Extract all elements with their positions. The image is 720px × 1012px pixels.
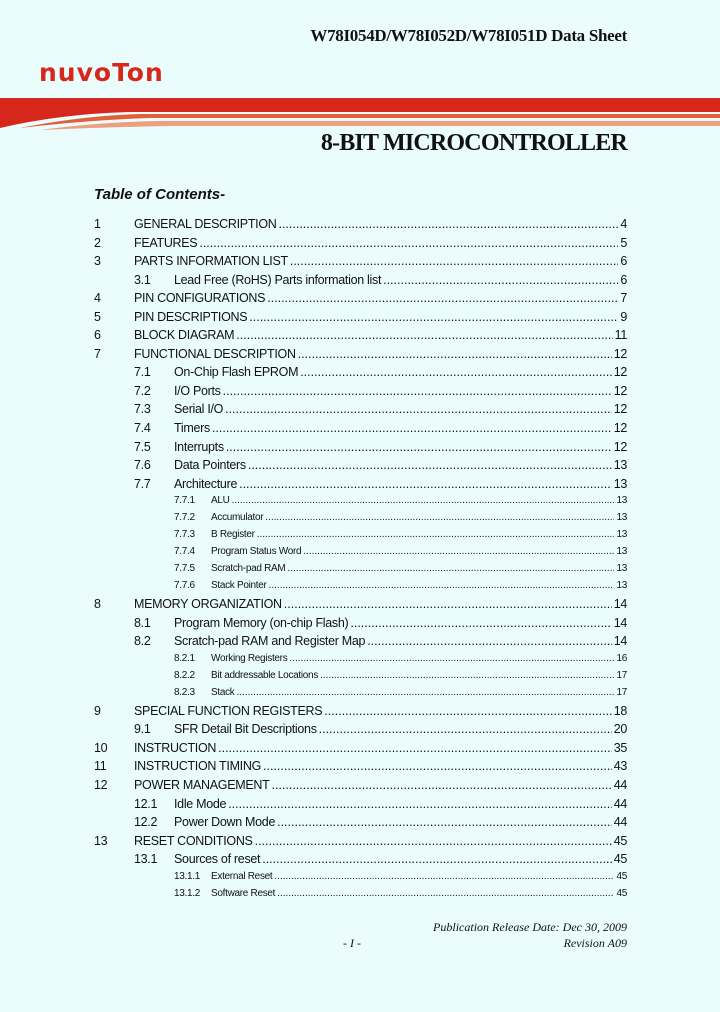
table-of-contents	[94, 217, 627, 905]
toc-entry-number: 10	[94, 740, 108, 755]
toc-entry-number: 7.7.6	[174, 580, 195, 592]
toc-entry-number: 12	[94, 778, 108, 793]
toc-leader-dots	[298, 347, 612, 361]
toc-entry-number: 13	[94, 833, 108, 848]
toc-entry-number: 8.2.3	[174, 686, 195, 698]
toc-entry[interactable]	[94, 291, 627, 310]
toc-entry-number: 7.6	[134, 458, 151, 473]
toc-entry[interactable]	[94, 616, 627, 635]
publication-release-date: Publication Release Date: Dec 30, 2009	[433, 920, 627, 934]
toc-entry-number: 7	[94, 346, 101, 361]
toc-entry-page: 14	[613, 597, 627, 612]
toc-entry-page: 45	[616, 870, 627, 882]
toc-entry-title: MEMORY ORGANIZATION	[134, 597, 282, 612]
toc-entry[interactable]	[94, 495, 627, 512]
toc-entry-title: INSTRUCTION TIMING	[134, 759, 262, 774]
toc-entry-title: Interrupts	[174, 439, 224, 454]
toc-entry-title: Sources of reset	[174, 852, 261, 867]
toc-entry[interactable]	[94, 458, 627, 477]
main-title: 8-BIT MICROCONTROLLER	[320, 130, 627, 156]
toc-entry-number: 11	[94, 759, 107, 774]
toc-entry[interactable]	[94, 815, 627, 834]
toc-entry-title: FEATURES	[134, 235, 198, 250]
toc-entry-title: B Register	[211, 529, 255, 541]
toc-entry-page: 17	[616, 686, 627, 698]
toc-entry-page: 13	[616, 529, 627, 541]
toc-entry-title: INSTRUCTION	[134, 740, 217, 755]
toc-entry[interactable]	[94, 580, 627, 597]
toc-entry[interactable]	[94, 722, 627, 741]
toc-entry-page: 11	[614, 328, 627, 343]
toc-leader-dots	[278, 217, 618, 231]
toc-entry-page: 45	[613, 833, 627, 848]
toc-leader-dots	[277, 815, 612, 829]
toc-entry-title: SFR Detail Bit Descriptions	[174, 722, 317, 737]
toc-leader-dots	[265, 512, 614, 523]
toc-entry-title: Software Reset	[211, 887, 276, 899]
toc-entry-title: PARTS INFORMATION LIST	[134, 254, 288, 269]
toc-entry-number: 13.1.1	[174, 870, 201, 882]
toc-entry-page: 16	[616, 652, 627, 664]
toc-entry-number: 5	[94, 309, 101, 324]
toc-entry-number: 9	[94, 703, 101, 718]
toc-entry-page: 13	[613, 458, 627, 473]
toc-entry-page: 9	[620, 309, 627, 324]
toc-entry-page: 14	[613, 615, 627, 630]
toc-entry-title: Program Status Word	[211, 546, 302, 558]
toc-leader-dots	[212, 421, 612, 435]
toc-entry-number: 7.7.5	[174, 563, 195, 575]
toc-leader-dots	[367, 634, 612, 648]
toc-entry-number: 7.7.1	[174, 495, 195, 507]
toc-entry-page: 13	[616, 546, 627, 558]
toc-leader-dots	[228, 797, 611, 811]
toc-entry-page: 13	[613, 476, 627, 491]
toc-leader-dots	[303, 546, 614, 557]
toc-entry-title: Accumulator	[211, 512, 264, 524]
toc-entry-title: POWER MANAGEMENT	[134, 778, 270, 793]
toc-entry-title: Serial I/O	[174, 402, 224, 417]
toc-entry[interactable]	[94, 759, 627, 778]
toc-entry-title: ALU	[211, 495, 230, 507]
toc-entry-title: Power Down Mode	[174, 815, 276, 830]
toc-entry[interactable]	[94, 421, 627, 440]
toc-entry-page: 44	[613, 815, 627, 830]
toc-entry-page: 35	[613, 740, 627, 755]
toc-entry-page: 6	[620, 254, 627, 269]
toc-entry-number: 3.1	[134, 272, 151, 287]
toc-leader-dots	[290, 254, 619, 268]
toc-entry[interactable]	[94, 852, 627, 871]
toc-entry-title: Program Memory (on-chip Flash)	[174, 615, 349, 630]
toc-entry[interactable]	[94, 217, 627, 236]
toc-entry-page: 18	[613, 703, 627, 718]
toc-entry-page: 14	[613, 634, 627, 649]
toc-entry-page: 13	[616, 495, 627, 507]
toc-entry-number: 7.7	[134, 476, 151, 491]
toc-entry-title: Scratch-pad RAM and Register Map	[174, 634, 366, 649]
toc-leader-dots	[263, 759, 612, 773]
toc-entry-page: 17	[616, 669, 627, 681]
toc-entry[interactable]	[94, 328, 627, 347]
toc-entry-number: 7.5	[134, 439, 151, 454]
toc-leader-dots	[300, 365, 611, 379]
toc-entry[interactable]	[94, 888, 627, 905]
toc-entry-number: 7.3	[134, 402, 151, 417]
toc-entry[interactable]	[94, 687, 627, 704]
toc-leader-dots	[319, 722, 612, 736]
toc-entry[interactable]	[94, 834, 627, 853]
toc-entry[interactable]	[94, 871, 627, 888]
toc-leader-dots	[236, 328, 612, 342]
toc-entry[interactable]	[94, 704, 627, 723]
toc-entry-page: 12	[613, 421, 627, 436]
toc-entry-number: 6	[94, 328, 101, 343]
toc-entry-number: 8.1	[134, 615, 151, 630]
toc-leader-dots	[320, 670, 614, 681]
toc-leader-dots	[218, 741, 612, 755]
toc-leader-dots	[271, 778, 611, 792]
toc-entry-title: Data Pointers	[174, 458, 246, 473]
toc-entry-page: 13	[616, 563, 627, 575]
toc-leader-dots	[237, 687, 615, 698]
toc-entry[interactable]	[94, 546, 627, 563]
nuvoton-logo: nuvoTon	[39, 58, 164, 87]
toc-leader-dots	[350, 616, 611, 630]
toc-entry-page: 13	[616, 580, 627, 592]
toc-leader-dots	[199, 236, 618, 250]
toc-entry-page: 44	[613, 778, 627, 793]
toc-entry[interactable]	[94, 529, 627, 546]
toc-entry-page: 20	[613, 722, 627, 737]
toc-entry[interactable]	[94, 310, 627, 329]
document-title: W78I054D/W78I052D/W78I051D Data Sheet	[310, 26, 627, 45]
toc-entry-title: Lead Free (RoHS) Parts information list	[174, 272, 382, 287]
toc-leader-dots	[274, 871, 614, 882]
toc-heading: Table of Contents-	[94, 186, 226, 203]
toc-entry[interactable]	[94, 597, 627, 616]
toc-entry-page: 12	[613, 383, 627, 398]
toc-leader-dots	[277, 888, 614, 899]
page-number: - I -	[343, 936, 361, 950]
toc-entry-number: 13.1.2	[174, 887, 201, 899]
toc-entry-page: 43	[613, 759, 627, 774]
toc-entry-number: 8.2	[134, 634, 151, 649]
toc-entry-page: 13	[616, 512, 627, 524]
toc-entry-title: Bit addressable Locations	[211, 669, 319, 681]
toc-entry-page: 6	[620, 272, 627, 287]
toc-leader-dots	[226, 440, 612, 454]
toc-entry-title: FUNCTIONAL DESCRIPTION	[134, 346, 296, 361]
toc-leader-dots	[248, 458, 612, 472]
toc-entry-title: Working Registers	[211, 652, 288, 664]
toc-leader-dots	[324, 704, 611, 718]
toc-entry-title: External Reset	[211, 870, 273, 882]
toc-entry[interactable]	[94, 440, 627, 459]
toc-entry-number: 12.2	[134, 815, 158, 830]
toc-entry[interactable]	[94, 477, 627, 496]
toc-entry-number: 7.4	[134, 421, 151, 436]
toc-leader-dots	[232, 495, 615, 506]
toc-entry-number: 8	[94, 597, 101, 612]
toc-entry-number: 2	[94, 235, 101, 250]
toc-entry-title: Stack	[211, 686, 235, 698]
toc-leader-dots	[223, 384, 612, 398]
toc-leader-dots	[267, 291, 618, 305]
toc-entry-title: GENERAL DESCRIPTION	[134, 217, 277, 231]
toc-leader-dots	[284, 597, 612, 611]
toc-entry-title: RESET CONDITIONS	[134, 833, 253, 848]
toc-leader-dots	[257, 529, 615, 540]
toc-entry-number: 1	[94, 217, 101, 231]
toc-entry-number: 7.2	[134, 383, 151, 398]
toc-entry-number: 8.2.2	[174, 669, 195, 681]
toc-entry[interactable]	[94, 778, 627, 797]
toc-entry-page: 12	[613, 346, 627, 361]
toc-entry-page: 12	[613, 365, 627, 380]
toc-entry[interactable]	[94, 236, 627, 255]
toc-leader-dots	[383, 273, 618, 287]
toc-leader-dots	[239, 477, 612, 491]
toc-leader-dots	[289, 653, 614, 664]
toc-entry[interactable]	[94, 563, 627, 580]
toc-entry-number: 7.7.4	[174, 546, 195, 558]
toc-entry[interactable]	[94, 670, 627, 687]
toc-entry-title: PIN DESCRIPTIONS	[134, 309, 248, 324]
toc-entry[interactable]	[94, 797, 627, 816]
toc-entry-page: 12	[613, 402, 627, 417]
toc-entry-title: On-Chip Flash EPROM	[174, 365, 299, 380]
toc-leader-dots	[249, 310, 618, 324]
revision: Revision A09	[563, 936, 627, 950]
toc-entry[interactable]	[94, 634, 627, 653]
toc-entry-title: I/O Ports	[174, 383, 221, 398]
toc-entry-title: Architecture	[174, 476, 238, 491]
toc-leader-dots	[287, 563, 614, 574]
toc-entry-title: BLOCK DIAGRAM	[134, 328, 235, 343]
toc-entry-number: 7.7.3	[174, 529, 195, 541]
toc-leader-dots	[225, 402, 612, 416]
toc-entry-title: Stack Pointer	[211, 580, 267, 592]
toc-entry[interactable]	[94, 402, 627, 421]
toc-entry[interactable]	[94, 365, 627, 384]
toc-entry-number: 4	[94, 291, 101, 306]
toc-entry[interactable]	[94, 254, 627, 273]
toc-entry-title: Timers	[174, 421, 210, 436]
toc-entry[interactable]	[94, 384, 627, 403]
toc-entry-page: 4	[620, 217, 627, 231]
toc-leader-dots	[262, 852, 611, 866]
toc-entry-title: Idle Mode	[174, 796, 227, 811]
toc-entry-page: 5	[620, 235, 627, 250]
toc-entry-page: 12	[613, 439, 627, 454]
toc-entry-title: SPECIAL FUNCTION REGISTERS	[134, 703, 323, 718]
toc-entry-number: 13.1	[134, 852, 158, 867]
toc-entry[interactable]	[94, 741, 627, 760]
toc-entry-page: 44	[613, 796, 627, 811]
toc-entry-page: 45	[613, 852, 627, 867]
toc-entry-number: 7.1	[134, 365, 151, 380]
toc-leader-dots	[255, 834, 612, 848]
toc-leader-dots	[269, 580, 615, 591]
toc-entry-page: 7	[620, 291, 627, 306]
toc-entry-number: 8.2.1	[174, 652, 195, 664]
toc-entry-title: PIN CONFIGURATIONS	[134, 291, 266, 306]
toc-entry[interactable]	[94, 653, 627, 670]
toc-entry[interactable]	[94, 512, 627, 529]
header-swoosh-band	[0, 90, 720, 134]
toc-entry-number: 9.1	[134, 722, 151, 737]
toc-entry-page: 45	[616, 887, 627, 899]
toc-entry-number: 3	[94, 254, 101, 269]
toc-entry-number: 12.1	[134, 796, 158, 811]
toc-entry[interactable]	[94, 347, 627, 366]
toc-entry[interactable]	[94, 273, 627, 292]
toc-entry-number: 7.7.2	[174, 512, 195, 524]
toc-entry-title: Scratch-pad RAM	[211, 563, 286, 575]
